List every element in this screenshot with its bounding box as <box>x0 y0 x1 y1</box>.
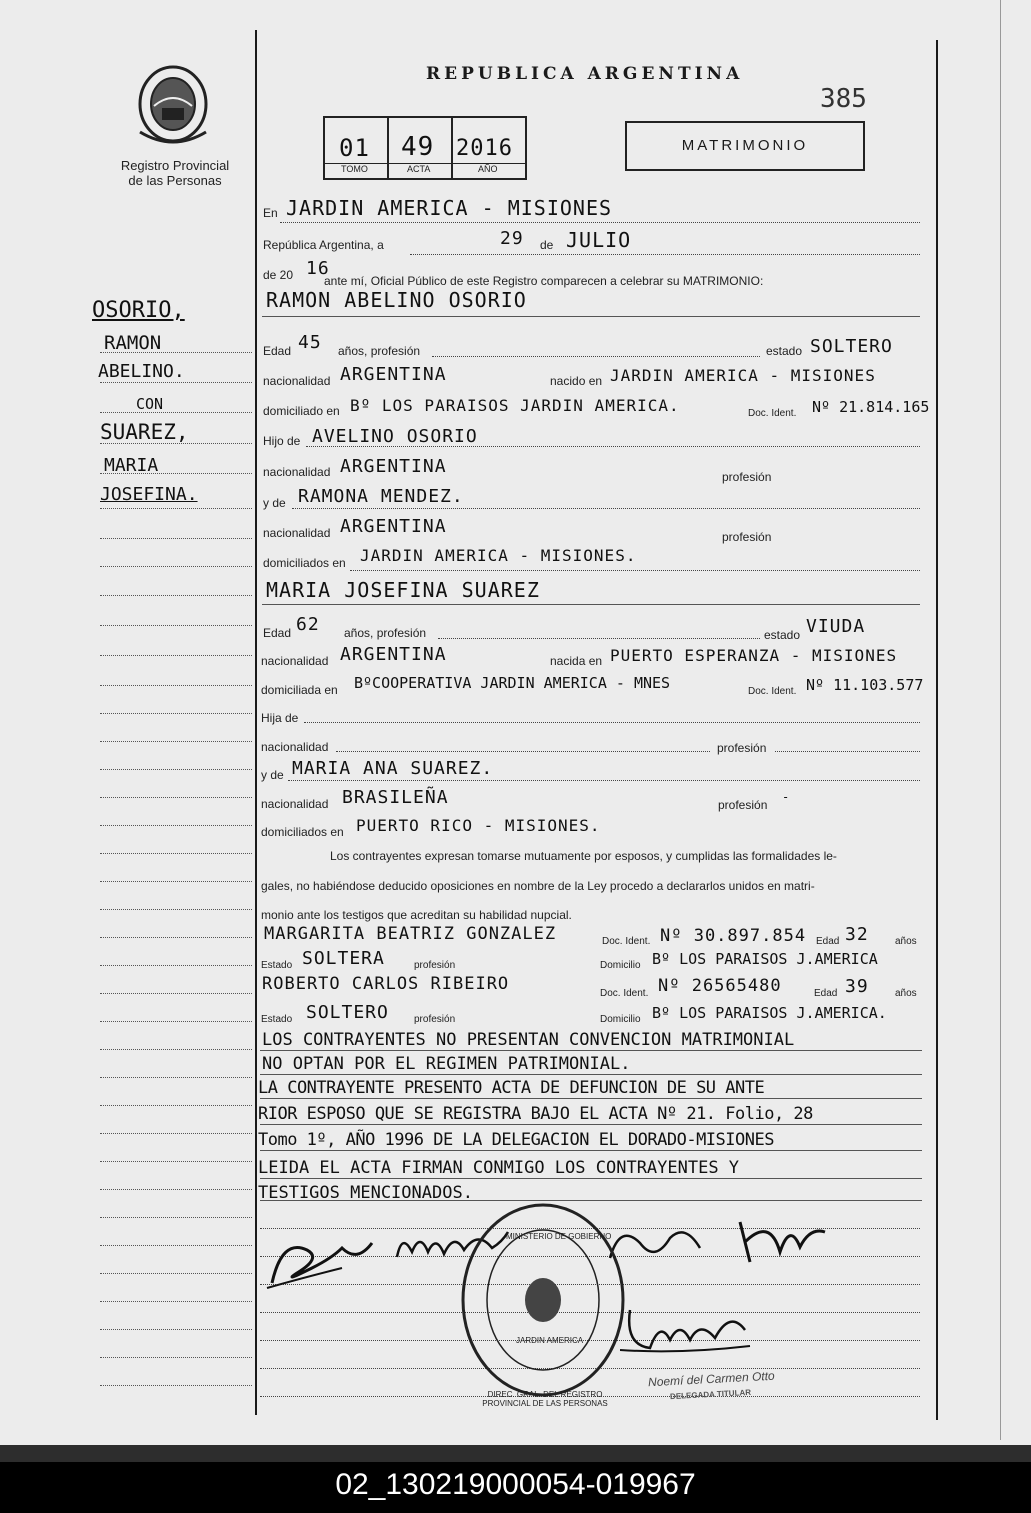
bride-parents-domicilio: PUERTO RICO - MISIONES. <box>356 816 601 835</box>
signature-groom <box>262 1228 382 1298</box>
witness-1-estado: SOLTERA <box>302 948 385 969</box>
groom-father-nacionalidad: ARGENTINA <box>340 456 447 477</box>
stamp-inner-text: MINISTERIO DE GOBIERNO <box>506 1232 612 1241</box>
register-page: Registro Provincial de las Personas REPUBLICA ARGENTINA 385 01 49 2016 TOMO ACTA AÑO MATRIMONIO OSORIO, RAMON ABELINO. CON SUAREZ, MARIA JOSEFINA. En JARDIN AMERICA - MISIONES República Argentina, a 29 de JULIO de 20 16 ante mí, Oficial Público de este Registro comparecen a celebrar su MATRIMONIO: RAMON ABELINO OSORIO Edad 45 años, profesión estado SOLTERO nacionalidad ARGENTINA nacido en JARDIN AMERICA - MISIONES domiciliado en Bº LOS PARAISOS JARDIN AMERICA. Doc. Ident. Nº 21.814.165 Hijo de AVELINO OSORIO nacionalidad ARGENTINA profesión y de RAMONA MENDEZ. nacionalidad ARGENTINA profesión domiciliados en JARDIN AMERICA - MISIONES. MARIA JOSEFINA SUAREZ Edad 62 años, profesión estado VIUDA nacionalidad ARGENTINA nacida en PUERTO ESPERANZA - MISIONES domiciliada en BºCOOPERATIVA JARDIN AMERICA - MNES Doc. Ident. Nº 11.103.577 Hija de nacionalidad profesión y de MARIA ANA SUAREZ. nacionalidad BRASILEÑA profesión - domiciliados en PUERTO RICO - MISIONES. Los contrayentes expresan tomarse mutuamente por esposos, y cumplidas las formalidades le- gales, no habiéndose deducido oposiciones en nombre de la Ley procedo a declararlos unidos en matri- monio ante los testigos que acreditan su habilidad nupcial. MARGARITA BEATRIZ GONZALEZ Doc. Ident. Nº 30.897.854 Edad 32 años Estado SOLTERA profesión Domicilio Bº LOS PARAISOS J.AMERICA ROBERTO CARLOS RIBEIRO Doc. Ident. Nº 26565480 Edad 39 años Estado SOLTERO profesión Domicilio Bº LOS PARAISOS J.AMERICA. LOS CONTRAYENTES NO PRESENTAN CONVENCION MATRIMONIAL NO OPTAN POR EL REGIMEN PATRIMONIAL. LA CONTRAYENTE PRESENTO ACTA DE DEFUNCION DE SU ANTE RIOR ESPOSO QUE SE REGISTRA BAJO EL ACTA Nº 21. Folio, 28 Tomo 1º, AÑO 1996 DE LA DELEGACION EL DORADO-MISIONES LEIDA EL ACTA FIRMAN CONMIGO LOS CONTRAYENTES Y TESTIGOS MENCIONADOS. DIREC. GRAL. DEL REGISTRO PROVINCIAL DE LAS PERSONAS MINISTERIO DE GOBIERNO JARDIN AMERICA Noemí del Carmen Otto DELEGADA TITULAR <box>0 0 1031 1462</box>
bride-age: 62 <box>296 614 320 635</box>
witness-1-domicilio: Bº LOS PARAISOS J.AMERICA <box>652 950 878 968</box>
act-place: JARDIN AMERICA - MISIONES <box>286 196 613 220</box>
label-en: En <box>263 206 278 220</box>
officer-title: DELEGADA TITULAR <box>669 1387 752 1402</box>
bride-mother-profesion: - <box>782 790 791 804</box>
acta-value: 49 <box>401 132 435 162</box>
signature-witness-2 <box>730 1212 830 1272</box>
bride-mother: MARIA ANA SUAREZ. <box>292 758 494 779</box>
tomo-value: 01 <box>339 134 370 162</box>
record-type-box <box>625 121 865 171</box>
anio-label: AÑO <box>478 164 498 174</box>
right-edge-rule <box>936 40 938 1420</box>
groom-domicilio: Bº LOS PARAISOS JARDIN AMERICA. <box>350 396 680 415</box>
misiones-coat-of-arms-icon <box>132 62 214 146</box>
groom-estado: SOLTERO <box>810 336 893 357</box>
page-edge <box>1000 0 1001 1440</box>
groom-father: AVELINO OSORIO <box>312 426 478 447</box>
left-column-rule <box>255 30 257 1415</box>
image-code-bar <box>0 1462 1031 1513</box>
record-number-box <box>323 116 527 180</box>
groom-name: RAMON ABELINO OSORIO <box>266 288 527 312</box>
act-day: 29 <box>500 228 524 249</box>
witness-2-domicilio: Bº LOS PARAISOS J.AMERICA. <box>652 1004 887 1022</box>
acta-label: ACTA <box>407 164 431 174</box>
page-number: 385 <box>820 84 867 114</box>
witness-2-age: 39 <box>845 976 869 997</box>
bride-nacida-en: PUERTO ESPERANZA - MISIONES <box>610 646 898 665</box>
groom-mother: RAMONA MENDEZ. <box>298 486 464 507</box>
witness-2-estado: SOLTERO <box>306 1002 389 1023</box>
signature-officer <box>620 1290 760 1360</box>
groom-mother-nacionalidad: ARGENTINA <box>340 516 447 537</box>
witness-1-name: MARGARITA BEATRIZ GONZALEZ <box>264 924 557 944</box>
country-title: REPUBLICA ARGENTINA <box>426 64 744 84</box>
tomo-label: TOMO <box>341 164 368 174</box>
act-year-suffix: 16 <box>306 258 330 279</box>
anio-value: 2016 <box>456 136 513 161</box>
image-code: 02_130219000054-019967 <box>335 1468 696 1501</box>
witness-1-age: 32 <box>845 924 869 945</box>
record-type: MATRIMONIO <box>681 137 809 154</box>
witness-1-doc: Nº 30.897.854 <box>660 926 807 946</box>
bride-mother-nacionalidad: BRASILEÑA <box>342 787 449 808</box>
official-stamp <box>458 1200 628 1400</box>
groom-parents-domicilio: JARDIN AMERICA - MISIONES. <box>360 546 637 565</box>
registry-name: Registro Provincial de las Personas <box>120 158 230 188</box>
witness-2-name: ROBERTO CARLOS RIBEIRO <box>262 974 510 994</box>
groom-nacido-en: JARDIN AMERICA - MISIONES <box>610 366 876 385</box>
label-republica: República Argentina, a <box>263 238 384 252</box>
officer-name: Noemí del Carmen Otto <box>647 1368 775 1390</box>
bride-doc: Nº 11.103.577 <box>806 676 924 694</box>
formal-text-1: Los contrayentes expresan tomarse mutuamente por esposos, y cumplidas las formalidades le- <box>330 849 837 863</box>
act-month: JULIO <box>566 228 632 252</box>
bride-nacionalidad: ARGENTINA <box>340 644 447 665</box>
bride-domicilio: BºCOOPERATIVA JARDIN AMERICA - MNES <box>354 674 671 692</box>
bride-name: MARIA JOSEFINA SUAREZ <box>266 578 540 602</box>
bride-estado: VIUDA <box>806 616 866 637</box>
groom-nacionalidad: ARGENTINA <box>340 364 447 385</box>
formal-text-2: gales, no habiéndose deducido oposiciones en nombre de la Ley procedo a declararlos unidos en matri- <box>261 879 815 893</box>
witness-2-doc: Nº 26565480 <box>658 976 782 996</box>
stamp-text: DIREC. GRAL. DEL REGISTRO PROVINCIAL DE LAS PERSONAS <box>482 1390 608 1408</box>
formal-text-3: monio ante los testigos que acreditan su habilidad nupcial. <box>261 908 572 922</box>
groom-doc: Nº 21.814.165 <box>812 398 930 416</box>
groom-age: 45 <box>298 332 322 353</box>
stamp-bottom-text: JARDIN AMERICA <box>516 1336 584 1345</box>
